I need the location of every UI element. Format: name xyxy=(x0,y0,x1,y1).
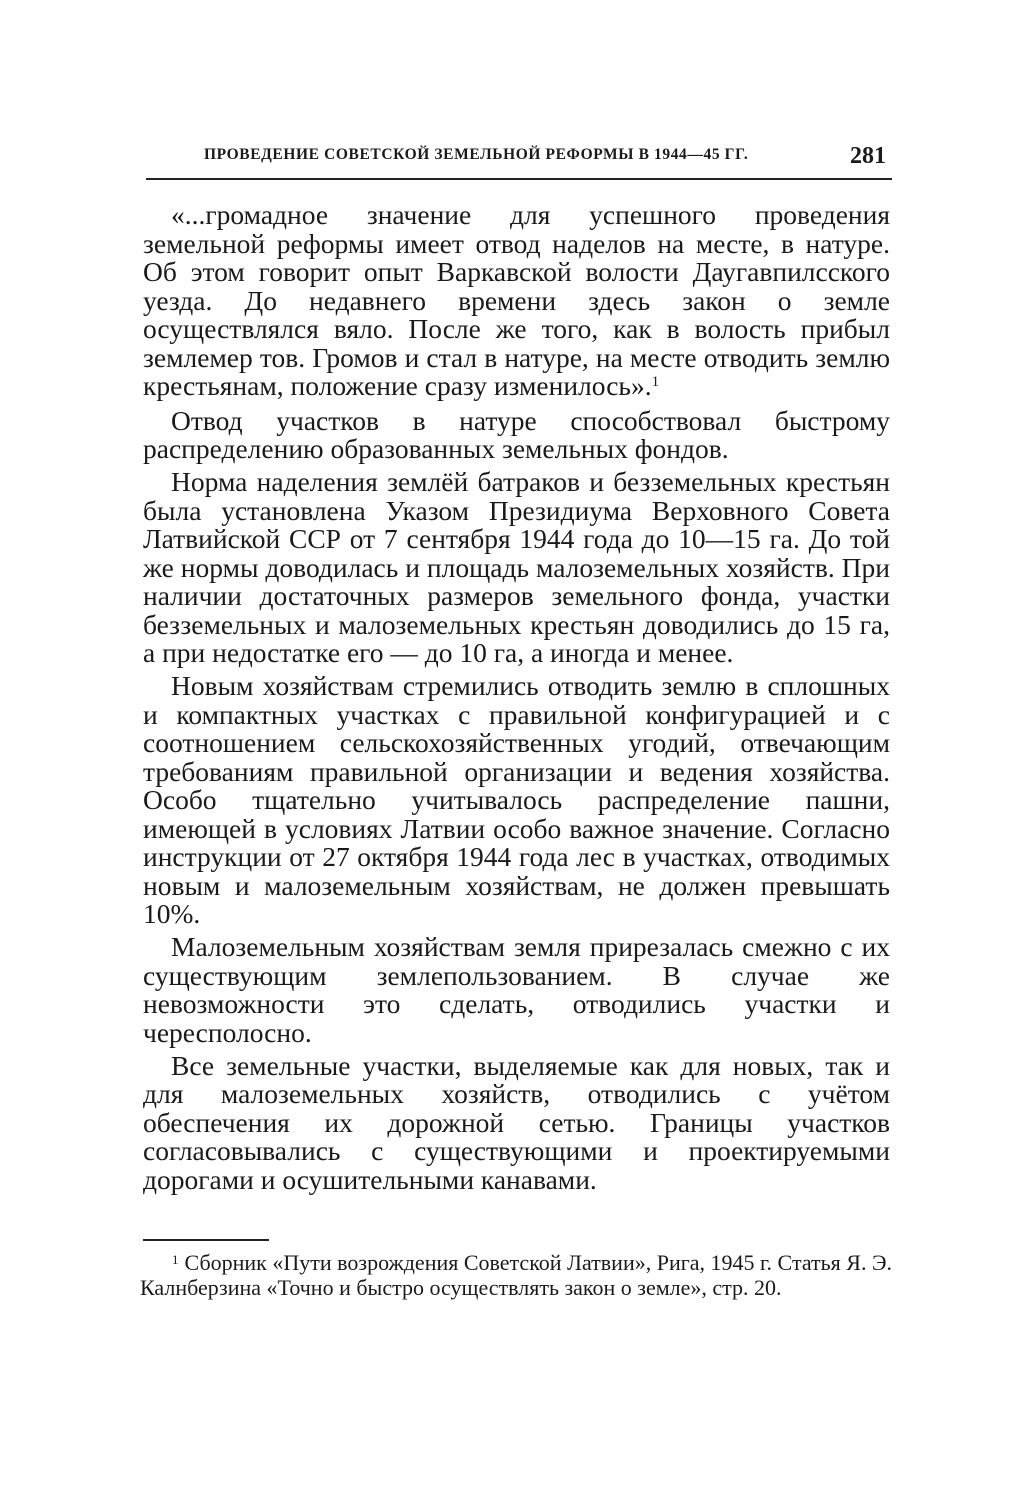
footnote-mark: 1 xyxy=(172,1252,179,1267)
paragraph: Новым хозяйствам стремились отводить землю в сплошных и компактных участках с правильной конфигурацией и с соотношением сельскохозяйственных угодий, отвечающим требованиям правильной организации и ведения хозяйства. Особо тщательно учитывалось распределение пашни, имеющей в условиях Латвии особо важное значение. Согласно инструкции от 27 октября 1944 года лес в участках, отводимых новым и малоземельным хозяйствам, не должен превышать 10%. xyxy=(143,670,890,929)
running-title: ПРОВЕДЕНИЕ СОВЕТСКОЙ ЗЕМЕЛЬНОЙ РЕФОРМЫ В 1944—45 ГГ. xyxy=(204,146,749,163)
footnotes xyxy=(140,1250,892,1300)
footnote-text: Сборник «Пути возрождения Советской Латвии», Рига, 1945 г. Статья Я. Э. Калнберзина «Точно и быстро осуществлять закон о земле», стр. 20. xyxy=(140,1250,892,1300)
paragraph: Отвод участков в натуре способствовал быстрому распределению образованных земельных фондов. xyxy=(143,404,890,464)
quote-paragraph xyxy=(143,201,890,401)
paragraph: Малоземельным хозяйствам земля прирезалась смежно с их существующим землепользованием. В случае же невозможности это сделать, отводились участки и чересполосно. xyxy=(143,931,890,1048)
header-rule xyxy=(146,178,892,180)
body-text xyxy=(143,201,890,1199)
footnote-rule xyxy=(143,1239,269,1241)
quote-text: «...громадное значение для успешного проведения земельной реформы имеет отвод наделов на месте, в натуре. Об этом говорит опыт Варкавской волости Даугавпилсского уезда. До недавнего времени здесь закон о земле осуществлялся вяло. После же того, как в волость прибыл землемер тов. Громов и стал в натуре, на месте отводить землю крестьянам, положение сразу изменилось». xyxy=(143,199,890,401)
page-number: 281 xyxy=(850,143,886,169)
paragraph: Норма наделения землёй батраков и безземельных крестьян была установлена Указом Президиума Верховного Совета Латвийской ССР от 7 сентября 1944 года до 10—15 га. До той же нормы доводилась и площадь малоземельных хозяйств. При наличии достаточных размеров земельного фонда, участки безземельных и малоземельных крестьян доводились до 15 га, а при недостатке его — до 10 га, а иногда и менее. xyxy=(143,466,890,668)
footnote-reference: 1 xyxy=(651,374,660,390)
paragraph: Все земельные участки, выделяемые как для новых, так и для малоземельных хозяйств, отводились с учётом обеспечения их дорожной сетью. Границы участков согласовывались с существующими и проектируемыми дорогами и осушительными канавами. xyxy=(143,1049,890,1195)
footnote xyxy=(140,1250,892,1300)
